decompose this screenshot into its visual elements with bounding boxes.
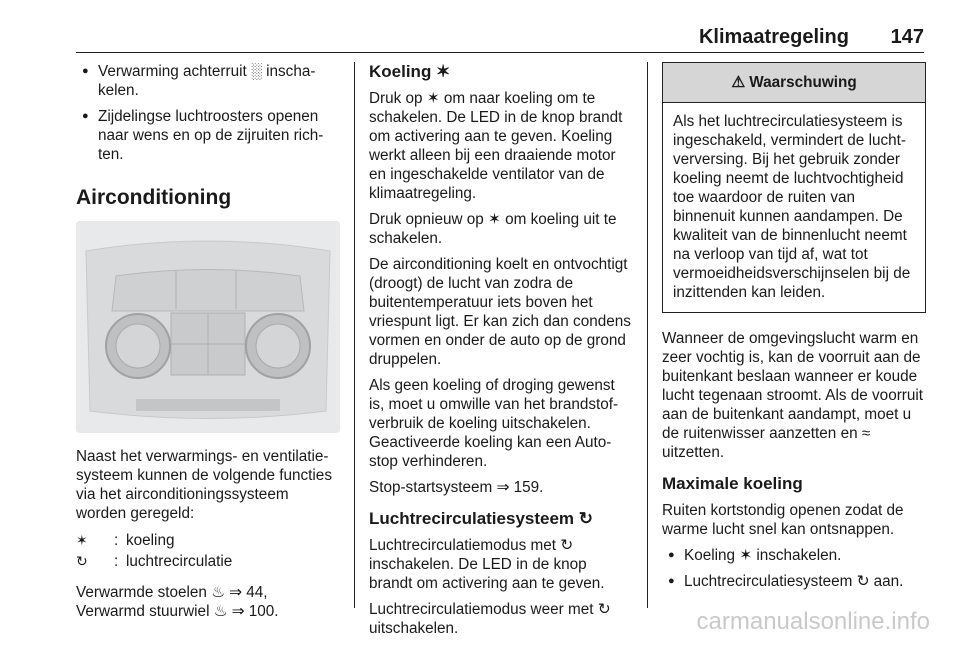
column-1 xyxy=(76,62,340,628)
paragraph: Druk opnieuw op ✶ om koeling uit te schakelen. xyxy=(369,211,617,247)
list-item: ● Koeling ✶ inschakelen. xyxy=(662,546,926,565)
function-list xyxy=(76,531,340,571)
paragraph: Luchtrecirculatiemodus met ↻ inschakelen. De LED in de knop brandt om activering aan te geven. xyxy=(369,537,605,592)
warning-text: Als het luchtrecirculatiesysteem is ingeschakeld, vermindert de luchtverversing. Bij het gebruik zonder koeling neemt de luchtvochtigheid toe waardoor de ruiten van binnenuit kunnen aandampen. De kwaliteit van de binnenlucht neemt na verloop van tijd af, wat tot vermoeidheidsverschijnselen bij de inzittenden kan leiden. xyxy=(673,113,911,301)
climate-control-panel-image xyxy=(76,221,340,433)
page-header xyxy=(76,26,924,50)
section-heading-luchtrecirculatie: Luchtrecirculatiesysteem ↻ xyxy=(369,509,594,528)
section-heading-airconditioning: Airconditioning xyxy=(76,186,232,209)
watermark: carmanualsonline.info xyxy=(696,608,930,635)
list-item: ✶ : koeling xyxy=(76,532,175,549)
reference-paragraph: Verwarmde stoelen ♨ ⇒ 44, Verwarmd stuurwiel ♨ ⇒ 100. xyxy=(76,584,279,620)
column-3 xyxy=(662,62,926,598)
paragraph: De airconditioning koelt en ontvochtigt (droogt) de lucht van zodra de buitentemperatuur iets boven het vriespunt ligt. Er kan zich dan condens vormen en onder de auto op de grond druppelen. xyxy=(369,256,631,368)
paragraph: Ruiten kortstondig openen zodat de warme lucht snel kan ontsnappen. xyxy=(662,502,904,538)
paragraph: Druk op ✶ om naar koeling om te schakelen. De LED in de knop brandt om activering aan te geven. Koeling werkt alleen bij een draaiende motor en ingeschakelde ventilator van de klimaatregeling. xyxy=(369,90,623,202)
cooling-icon: ✶ xyxy=(76,532,88,548)
warning-title: ⚠ Waarschuwing xyxy=(663,63,925,103)
page-title: Klimaatregeling xyxy=(698,26,849,48)
list-item: ● Verwarming achterruit ░ inschakelen. xyxy=(76,62,340,100)
function-label: luchtrecirculatie xyxy=(126,553,233,570)
list-item: ● Luchtrecirculatiesysteem ↻ aan. xyxy=(662,572,926,591)
header-rule xyxy=(76,52,924,53)
list-item: ↻ : luchtrecirculatie xyxy=(76,553,233,570)
warning-box xyxy=(662,62,926,313)
column-divider-2 xyxy=(647,62,648,608)
list-item: ● Zijdelingse luchtroosters openen naar wens en op de zijruiten richten. xyxy=(76,107,340,164)
column-2 xyxy=(369,62,633,645)
paragraph: Stop-startsysteem ⇒ 159. xyxy=(369,479,544,496)
section-heading-maximale-koeling: Maximale koeling xyxy=(662,474,803,493)
column-divider-1 xyxy=(354,62,355,608)
section-heading-koeling: Koeling ✶ xyxy=(369,62,451,81)
page-number: 147 xyxy=(890,26,924,48)
paragraph: Luchtrecirculatiemodus weer met ↻ uitschakelen. xyxy=(369,601,611,637)
intro-paragraph: Naast het verwarmings- en ventilatiesysteem kunnen de volgende functies via het airconditioningssysteem worden geregeld: xyxy=(76,448,332,522)
recirculation-icon: ↻ xyxy=(76,553,88,569)
function-label: koeling xyxy=(126,532,175,549)
paragraph: Wanneer de omgevingslucht warm en zeer vochtig is, kan de voorruit aan de buitenkant beslaan wanneer er koude lucht tegenaan stroomt. Als de voorruit aan de buitenkant aandampt, moet u de ruitenwisser aanzetten en ≈ uitzetten. xyxy=(662,330,924,461)
paragraph: Als geen koeling of droging gewenst is, moet u omwille van het brandstofverbruik de koeling uitschakelen. Geactiveerde koeling kan een Auto-stop verhinderen. xyxy=(369,377,619,470)
